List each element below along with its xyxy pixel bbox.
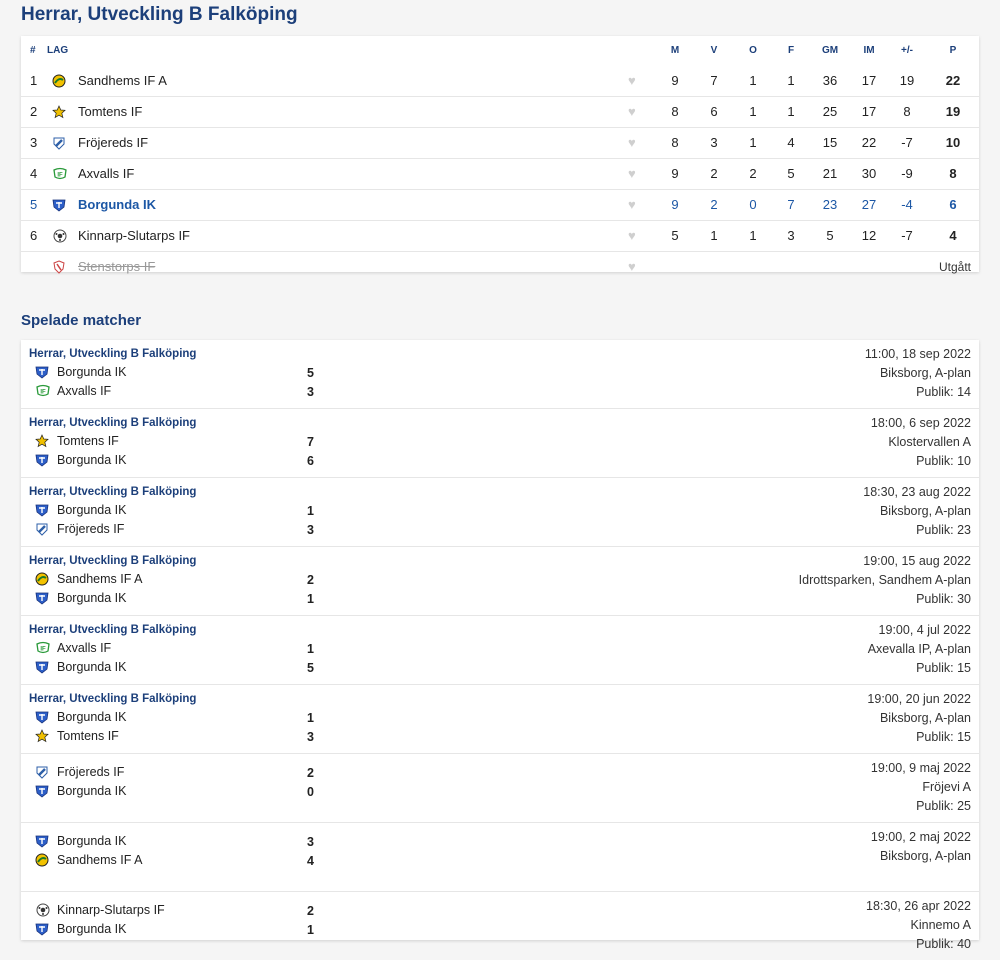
frojereds-logo-icon (35, 522, 49, 536)
match-audience: Publik: 15 (916, 730, 971, 744)
header-gm: GM (821, 45, 839, 56)
table-row-withdrawn[interactable] (21, 251, 979, 282)
stat-im: 27 (861, 197, 877, 212)
match-item[interactable] (21, 891, 979, 960)
stat-im: 17 (861, 104, 877, 119)
stat-m: 8 (671, 135, 679, 150)
home-team-name: Borgunda IK (57, 710, 127, 724)
stat-o: 1 (749, 73, 757, 88)
stat-v: 1 (710, 228, 718, 243)
page-title: Herrar, Utveckling B Falköping (21, 4, 298, 25)
stat-o: 0 (749, 197, 757, 212)
stat-im: 30 (861, 166, 877, 181)
home-team[interactable] (35, 572, 142, 586)
stat-m: 9 (671, 197, 679, 212)
stat-p: 19 (945, 104, 961, 119)
stat-im: 12 (861, 228, 877, 243)
header-o: O (749, 45, 757, 56)
stat-v: 2 (710, 166, 718, 181)
stat-f: 1 (787, 104, 795, 119)
header-diff: +/- (901, 45, 913, 56)
home-score: 2 (307, 904, 314, 918)
stat-v: 7 (710, 73, 718, 88)
away-score: 6 (307, 454, 314, 468)
match-item[interactable] (21, 684, 979, 753)
favorite-heart-icon[interactable]: ♥ (628, 228, 636, 243)
tomtens-logo-icon (35, 729, 49, 743)
header-im: IM (863, 45, 875, 56)
home-score: 3 (307, 835, 314, 849)
borgunda-logo-icon (35, 922, 49, 936)
svg-text:IF: IF (57, 172, 63, 179)
stat-o: 1 (749, 228, 757, 243)
stat-gm: 36 (822, 73, 838, 88)
away-team[interactable] (35, 453, 127, 467)
home-score: 2 (307, 573, 314, 587)
team-rank: 4 (30, 166, 38, 181)
home-team[interactable] (35, 710, 127, 724)
stat-p: 4 (949, 228, 957, 243)
home-team-name: Tomtens IF (57, 434, 119, 448)
away-team[interactable] (35, 660, 127, 674)
team-rank: 2 (30, 104, 38, 119)
stat-im: 22 (861, 135, 877, 150)
stat-v: 3 (710, 135, 718, 150)
tomtens-logo-icon (35, 434, 49, 448)
match-audience: Publik: 10 (916, 454, 971, 468)
stat-p: 6 (949, 197, 957, 212)
match-datetime: 11:00, 18 sep 2022 (864, 347, 971, 361)
away-team[interactable] (35, 922, 127, 936)
match-datetime: 19:00, 2 maj 2022 (870, 830, 971, 844)
stat-m: 9 (671, 73, 679, 88)
home-team[interactable] (35, 503, 127, 517)
away-score: 1 (307, 592, 314, 606)
stat-m: 9 (671, 166, 679, 181)
stat-v: 2 (710, 197, 718, 212)
match-audience: Publik: 15 (916, 661, 971, 675)
stat-p: 10 (945, 135, 961, 150)
match-venue: Axevalla IP, A-plan (867, 642, 971, 656)
stat-o: 1 (749, 135, 757, 150)
borgunda-logo-icon (35, 591, 49, 605)
kinnarp-logo-icon (35, 903, 49, 917)
team-name[interactable]: Kinnarp-Slutarps IF (78, 228, 190, 243)
favorite-heart-icon[interactable]: ♥ (628, 259, 636, 274)
match-venue: Idrottsparken, Sandhem A-plan (798, 573, 971, 587)
stat-m: 5 (671, 228, 679, 243)
match-venue: Biksborg, A-plan (879, 504, 971, 518)
header-m: M (670, 45, 680, 56)
borgunda-logo-icon (35, 660, 49, 674)
standings-table (21, 36, 979, 272)
home-team-name: Borgunda IK (57, 503, 127, 517)
away-team[interactable] (35, 522, 124, 536)
borgunda-logo-icon (52, 198, 66, 212)
home-score: 5 (307, 366, 314, 380)
home-team-name: Kinnarp-Slutarps IF (57, 903, 165, 917)
home-team[interactable] (35, 765, 124, 779)
table-header (21, 36, 979, 66)
match-list (21, 340, 979, 951)
borgunda-logo-icon (35, 503, 49, 517)
match-datetime: 19:00, 20 jun 2022 (867, 692, 971, 706)
stat-f: 3 (787, 228, 795, 243)
team-name[interactable]: Tomtens IF (78, 104, 143, 119)
team-name[interactable]: Borgunda IK (78, 197, 156, 212)
favorite-heart-icon[interactable]: ♥ (628, 166, 636, 181)
match-datetime: 18:30, 23 aug 2022 (863, 485, 971, 499)
table-row[interactable] (21, 158, 979, 189)
table-row[interactable] (21, 66, 979, 96)
match-competition[interactable]: Herrar, Utveckling B Falköping (29, 555, 197, 567)
table-row[interactable] (21, 220, 979, 251)
stenstorps-logo-icon (52, 260, 66, 274)
favorite-heart-icon[interactable]: ♥ (628, 104, 636, 119)
axvalls-logo-icon (35, 641, 49, 655)
away-score: 0 (307, 785, 314, 799)
favorite-heart-icon[interactable]: ♥ (628, 197, 636, 212)
header-p: P (949, 45, 957, 56)
kinnarp-logo-icon (52, 229, 66, 243)
home-score: 7 (307, 435, 314, 449)
away-team-name: Axvalls IF (57, 384, 112, 398)
favorite-heart-icon[interactable]: ♥ (628, 73, 636, 88)
home-team[interactable] (35, 903, 165, 917)
home-team[interactable] (35, 641, 111, 655)
stat-o: 2 (749, 166, 757, 181)
home-team-name: Sandhems IF A (57, 572, 143, 586)
tomtens-logo-icon (52, 105, 66, 119)
frojereds-logo-icon (35, 765, 49, 779)
away-team[interactable] (35, 729, 119, 743)
match-audience: Publik: 25 (916, 799, 971, 813)
axvalls-logo-icon (52, 167, 66, 181)
borgunda-logo-icon (35, 365, 49, 379)
stat-m: 8 (671, 104, 679, 119)
home-team-name: Borgunda IK (57, 365, 127, 379)
match-datetime: 18:30, 26 apr 2022 (866, 899, 971, 913)
away-score: 3 (307, 385, 314, 399)
stat-gm: 25 (822, 104, 838, 119)
stat-diff: -4 (901, 197, 913, 212)
match-audience: Publik: 40 (916, 937, 971, 951)
team-name[interactable]: Sandhems IF A (78, 73, 167, 88)
match-item[interactable] (21, 615, 979, 684)
match-item[interactable] (21, 546, 979, 615)
stat-diff: -7 (901, 228, 913, 243)
team-rank: 5 (30, 197, 38, 212)
match-item[interactable] (21, 477, 979, 546)
match-venue: Kinnemo A (910, 918, 971, 932)
stat-f: 4 (787, 135, 795, 150)
stat-diff: -7 (901, 135, 913, 150)
match-audience: Publik: 23 (916, 523, 971, 537)
header-v: V (710, 45, 718, 56)
away-team-name: Borgunda IK (57, 922, 127, 936)
away-team-name: Borgunda IK (57, 591, 127, 605)
away-team-name: Tomtens IF (57, 729, 119, 743)
team-rank: 1 (30, 73, 38, 88)
home-score: 1 (307, 642, 314, 656)
svg-text:IF: IF (40, 389, 46, 396)
header-rank: # (30, 45, 36, 56)
match-datetime: 19:00, 9 maj 2022 (870, 761, 971, 775)
away-team[interactable] (35, 591, 127, 605)
match-venue: Biksborg, A-plan (879, 711, 971, 725)
home-team[interactable] (35, 365, 127, 379)
stat-im: 17 (861, 73, 877, 88)
stat-v: 6 (710, 104, 718, 119)
match-datetime: 18:00, 6 sep 2022 (870, 416, 971, 430)
stat-f: 1 (787, 73, 795, 88)
away-team[interactable] (35, 853, 142, 867)
match-item[interactable] (21, 408, 979, 477)
match-competition[interactable]: Herrar, Utveckling B Falköping (29, 624, 197, 636)
home-team-name: Fröjereds IF (57, 765, 125, 779)
match-item[interactable] (21, 340, 979, 408)
stat-gm: 5 (826, 228, 834, 243)
away-team-name: Sandhems IF A (57, 853, 143, 867)
table-row[interactable] (21, 189, 979, 220)
table-row[interactable] (21, 127, 979, 158)
home-team[interactable] (35, 834, 127, 848)
stat-p: 22 (945, 73, 961, 88)
away-score: 5 (307, 661, 314, 675)
stat-diff: 19 (899, 73, 915, 88)
team-rank: 3 (30, 135, 38, 150)
frojereds-logo-icon (52, 136, 66, 150)
home-team[interactable] (35, 434, 119, 448)
away-team[interactable] (35, 384, 111, 398)
match-datetime: 19:00, 15 aug 2022 (863, 554, 971, 568)
away-team-name: Fröjereds IF (57, 522, 125, 536)
stat-o: 1 (749, 104, 757, 119)
match-competition[interactable]: Herrar, Utveckling B Falköping (29, 348, 197, 360)
away-score: 3 (307, 730, 314, 744)
header-team: LAG (47, 45, 69, 56)
match-venue: Biksborg, A-plan (879, 366, 971, 380)
match-item[interactable] (21, 753, 979, 822)
home-team-name: Borgunda IK (57, 834, 127, 848)
away-team[interactable] (35, 784, 127, 798)
header-f: F (787, 45, 795, 56)
team-name[interactable]: Axvalls IF (78, 166, 135, 181)
stat-gm: 23 (822, 197, 838, 212)
home-team-name: Axvalls IF (57, 641, 112, 655)
sandhems-logo-icon (35, 853, 49, 867)
match-item[interactable] (21, 822, 979, 891)
stat-p: 8 (949, 166, 957, 181)
favorite-heart-icon[interactable]: ♥ (628, 135, 636, 150)
match-venue: Biksborg, A-plan (879, 849, 971, 863)
match-datetime: 19:00, 4 jul 2022 (878, 623, 971, 637)
match-audience: Publik: 14 (916, 385, 971, 399)
match-audience: Publik: 30 (916, 592, 971, 606)
match-competition[interactable]: Herrar, Utveckling B Falköping (29, 486, 197, 498)
home-score: 2 (307, 766, 314, 780)
home-score: 1 (307, 504, 314, 518)
borgunda-logo-icon (35, 710, 49, 724)
played-matches-title: Spelade matcher (21, 312, 142, 329)
stat-gm: 15 (822, 135, 838, 150)
stat-gm: 21 (822, 166, 838, 181)
sandhems-logo-icon (35, 572, 49, 586)
team-name[interactable]: Stenstorps IF (78, 259, 156, 274)
team-rank: 6 (30, 228, 38, 243)
svg-text:IF: IF (40, 646, 46, 653)
team-name[interactable]: Fröjereds IF (78, 135, 149, 150)
match-venue: Klostervallen A (888, 435, 971, 449)
borgunda-logo-icon (35, 784, 49, 798)
match-competition[interactable]: Herrar, Utveckling B Falköping (29, 693, 197, 705)
stat-f: 5 (787, 166, 795, 181)
away-score: 3 (307, 523, 314, 537)
borgunda-logo-icon (35, 834, 49, 848)
stat-f: 7 (787, 197, 795, 212)
borgunda-logo-icon (35, 453, 49, 467)
away-team-name: Borgunda IK (57, 784, 127, 798)
table-row[interactable] (21, 96, 979, 127)
status-label: Utgått (938, 260, 971, 274)
away-score: 1 (307, 923, 314, 937)
stat-diff: 8 (903, 104, 911, 119)
away-team-name: Borgunda IK (57, 660, 127, 674)
away-team-name: Borgunda IK (57, 453, 127, 467)
match-competition[interactable]: Herrar, Utveckling B Falköping (29, 417, 197, 429)
stat-diff: -9 (901, 166, 913, 181)
match-venue: Fröjevi A (922, 780, 971, 794)
axvalls-logo-icon (35, 384, 49, 398)
sandhems-logo-icon (52, 74, 66, 88)
home-score: 1 (307, 711, 314, 725)
away-score: 4 (307, 854, 314, 868)
